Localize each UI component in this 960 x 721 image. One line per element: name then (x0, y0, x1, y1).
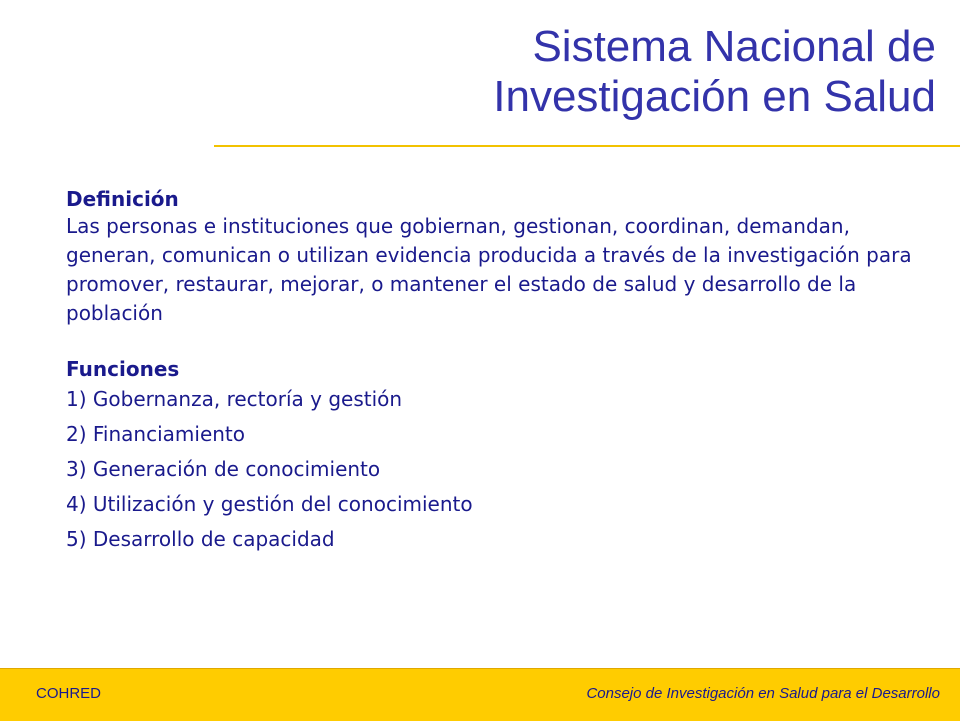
function-item: 3) Generación de conocimiento (66, 457, 381, 481)
function-item: 1) Gobernanza, rectoría y gestión (66, 387, 403, 411)
functions-heading: Funciones (66, 357, 180, 381)
footer-org-name: Consejo de Investigación en Salud para el Desarrollo (586, 685, 940, 702)
footer-org-acronym: COHRED (36, 685, 102, 702)
function-item: 4) Utilización y gestión del conocimiento (66, 492, 473, 516)
definition-heading: Definición (66, 187, 179, 211)
title-underline (214, 145, 960, 147)
slide-content (66, 186, 926, 557)
function-item: 2) Financiamiento (66, 422, 246, 446)
slide-title (236, 22, 936, 122)
footer-bar (0, 668, 960, 721)
section-spacer (66, 328, 926, 356)
function-item: 5) Desarrollo de capacidad (66, 527, 335, 551)
slide-title-line-1: Sistema Nacional de (532, 22, 936, 71)
definition-text: Las personas e instituciones que gobiernan, gestionan, coordinan, demandan, generan, comunican o utilizan evidencia producida a través de la investigación para promover, restaurar, mejorar, o mantener el estado de salud y desarrollo de la población (66, 214, 912, 325)
slide-title-line-2: Investigación en Salud (493, 72, 936, 121)
functions-list (66, 382, 926, 557)
